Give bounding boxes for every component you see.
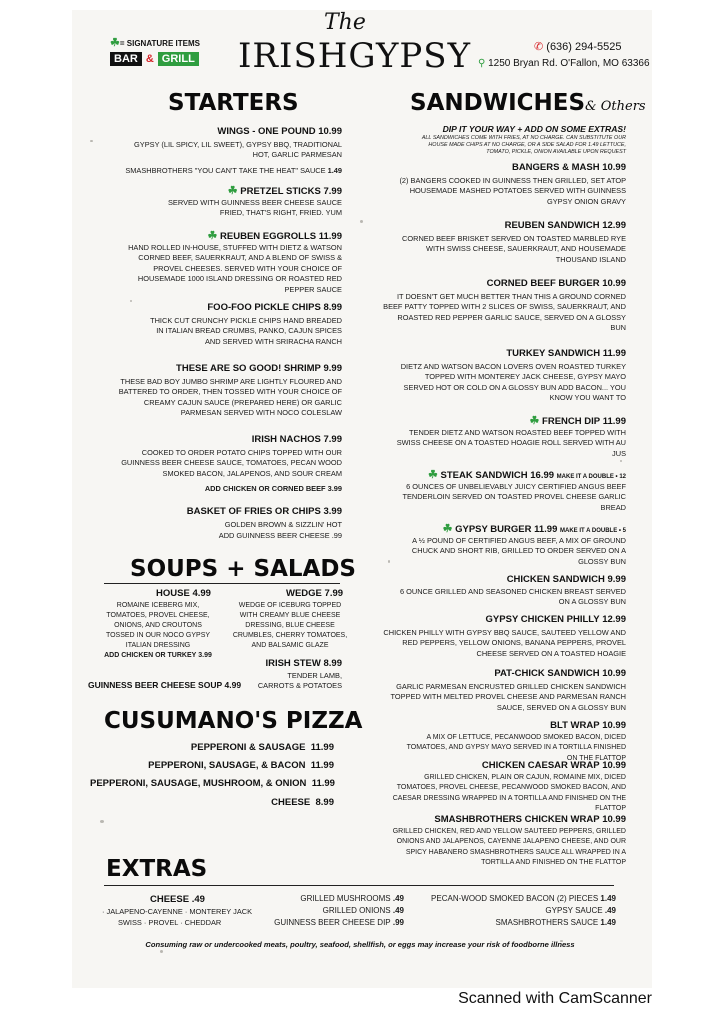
paper-speck xyxy=(130,300,132,302)
item-price: 1.49 xyxy=(600,894,616,903)
item-description: TENDER LAMB, CARROTS & POTATOES xyxy=(257,671,342,691)
item-price: .49 xyxy=(392,894,404,903)
address xyxy=(478,58,650,69)
item-name: TURKEY SANDWICH xyxy=(506,348,601,359)
soups-salads-title: SOUPS + SALADS xyxy=(130,556,356,582)
item-price: 10.99 xyxy=(602,668,626,679)
addon-text: SMASHBROTHERS "YOU CAN'T TAKE THE HEAT" SAUCE xyxy=(125,166,326,175)
item-price: 1.49 xyxy=(600,918,616,927)
item-description: A ½ POUND OF CERTIFIED ANGUS BEEF, A MIX OF GROUND CHUCK AND SHORT RIB, GRILLED TO ORDER SERVED ON A GLOSSY BUN xyxy=(411,536,626,566)
menu-item-smashbrothers-wrap xyxy=(400,814,626,825)
item-name: PEPPERONI, SAUSAGE, & BACON xyxy=(148,760,306,771)
sandwiches-title-script: & Others xyxy=(585,99,646,114)
menu-item-house-salad xyxy=(156,588,211,599)
clover-icon: ☘ xyxy=(110,37,120,49)
item-name: WEDGE xyxy=(286,588,322,599)
item-description: ROMAINE ICEBERG MIX, TOMATOES, PROVEL CHEESE, ONIONS, AND CROUTONS TOSSED IN OUR NOCO GYPSY ITALIAN DRESSING xyxy=(105,602,211,649)
item-name: PRETZEL STICKS xyxy=(240,186,321,197)
menu-item-pat-chick xyxy=(400,668,626,679)
grill-word: GRILL xyxy=(158,52,199,66)
sandwiches-title-text: SANDWICHES xyxy=(410,90,586,116)
paper-speck xyxy=(360,220,363,223)
menu-item-turkey-sandwich xyxy=(400,348,626,359)
clover-icon: ☘ xyxy=(529,415,540,427)
menu-item-reuben-sandwich xyxy=(400,220,626,231)
logo-the: The xyxy=(324,10,366,35)
item-name: CHEESE xyxy=(271,797,311,808)
item-price: .49 xyxy=(392,906,404,915)
address-text: 1250 Bryan Rd. O'Fallon, MO 63366 xyxy=(488,58,650,69)
item-description: DIETZ AND WATSON BACON LOVERS OVEN ROASTED TURKEY TOPPED WITH MONTEREY JACK CHEESE, GYPSY MAYO SERVED HOT OR COLD ON A GLOSSY BUN ADD BACON... YOU KNOW YOU WANT TO xyxy=(400,362,626,403)
item-description: CHICKEN PHILLY WITH GYPSY BBQ SAUCE, SAUTEED YELLOW AND RED PEPPERS, YELLOW ONIONS, BANANA PEPPERS, PROVEL CHEESE SERVED ON A TOASTED HOAGIE xyxy=(383,628,626,658)
bar-word: BAR xyxy=(110,52,142,66)
menu-item-irish-nachos xyxy=(150,434,342,445)
extras-title: EXTRAS xyxy=(106,856,208,882)
item-double: MAKE IT A DOUBLE • 5 xyxy=(560,528,626,534)
item-name: GUINNESS BEER CHEESE SOUP xyxy=(88,680,223,690)
addon-text: ADD GUINNESS BEER CHEESE xyxy=(218,531,330,540)
item-addon xyxy=(150,484,342,494)
item-addon xyxy=(150,531,342,541)
item-name: REUBEN SANDWICH xyxy=(504,220,600,231)
cheese-options: SWISS · PROVEL · CHEDDAR xyxy=(118,918,222,927)
item-name: GUINNESS BEER CHEESE DIP xyxy=(274,918,391,927)
item-description: THESE BAD BOY JUMBO SHRIMP ARE LIGHTLY FLOURED AND BATTERED TO ORDER, THEN TOSSED WITH YOUR CHOICE OF CREAMY CAJUN SAUCE (PREPARED HERE) OR GARLIC PARMESAN SERVED WITH NOCO COLESLAW xyxy=(118,377,342,418)
item-price: 11.99 xyxy=(318,231,342,242)
item-price: 7.99 xyxy=(324,588,344,599)
menu-item-shrimp xyxy=(150,363,342,374)
item-name: GYPSY SAUCE xyxy=(545,906,603,915)
item-name: FOO-FOO PICKLE CHIPS xyxy=(207,302,321,313)
item-price: 10.99 xyxy=(318,126,342,137)
pizza-item xyxy=(90,778,334,789)
extras-cheese xyxy=(150,894,205,905)
sandwiches-title xyxy=(410,90,646,116)
paper-speck xyxy=(90,140,93,142)
item-name: FRENCH DIP xyxy=(542,416,601,427)
clover-icon: ☘ xyxy=(428,469,438,481)
menu-item-beer-cheese-soup xyxy=(88,680,241,690)
addon-price: .99 xyxy=(331,531,342,540)
item-addon xyxy=(110,166,342,176)
menu-item-french-dip xyxy=(400,414,626,427)
menu-item-chicken-sandwich xyxy=(400,574,626,585)
cheese-options: · JALAPENO-CAYENNE · MONTEREY JACK xyxy=(102,907,253,916)
scanner-watermark: Scanned with CamScanner xyxy=(458,990,652,1007)
item-price: 10.99 xyxy=(602,720,626,731)
item-name: STEAK SANDWICH xyxy=(440,470,528,481)
item-name: THESE ARE SO GOOD! SHRIMP xyxy=(176,363,321,374)
section-divider xyxy=(104,583,340,584)
item-name: CHICKEN SANDWICH xyxy=(506,574,605,585)
item-name: IRISH STEW xyxy=(265,658,321,669)
item-price: 11.99 xyxy=(311,778,335,789)
item-name: BLT WRAP xyxy=(550,720,600,731)
menu-item-caesar-wrap xyxy=(400,760,626,771)
item-name: CHICKEN CAESAR WRAP xyxy=(481,760,600,771)
item-name: PECAN-WOOD SMOKED BACON (2) PIECES xyxy=(431,894,599,903)
addon-price: 1.49 xyxy=(327,166,342,175)
menu-item-steak-sandwich xyxy=(390,468,626,481)
item-description: SERVED WITH GUINNESS BEER CHEESE SAUCE FRIED, THAT'S RIGHT, FRIED. YUM xyxy=(168,198,342,218)
menu-item-blt-wrap xyxy=(400,720,626,731)
item-price: .49 xyxy=(604,906,616,915)
item-price: 9.99 xyxy=(607,574,626,585)
item-name: GYPSY BURGER xyxy=(455,524,532,535)
item-price: 7.99 xyxy=(323,186,342,197)
section-divider xyxy=(104,885,614,886)
item-name: PEPPERONI & SAUSAGE xyxy=(190,742,306,753)
item-name: GYPSY CHICKEN PHILLY xyxy=(485,614,600,625)
item-price: 11.99 xyxy=(310,742,334,753)
item-name: BASKET OF FRIES OR CHIPS xyxy=(186,506,321,517)
item-description: GRILLED CHICKEN, RED AND YELLOW SAUTEED PEPPERS, GRILLED ONIONS AND JALAPENOS, CAYENNE JALAPENO CHEESE, AND OUR SPICY HABANERO SMASHBROTHERS SAUCE ALL WRAPPED IN A TORTILLA AND FINISHED ON THE FLATTOP xyxy=(392,828,626,867)
item-name: REUBEN EGGROLLS xyxy=(220,231,317,242)
item-price: .99 xyxy=(392,918,404,927)
item-price: 16.99 xyxy=(530,470,555,481)
item-description: (2) BANGERS COOKED IN GUINNESS THEN GRILLED, SET ATOP HOUSEMADE MASHED POTATOES SERVED WITH GUINNESS GYPSY ONION GRAVY xyxy=(399,176,626,206)
menu-item-gypsy-burger xyxy=(390,522,626,535)
item-name: PEPPERONI, SAUSAGE, MUSHROOM, & ONION xyxy=(90,778,307,789)
paper-speck xyxy=(160,950,163,953)
item-name: SMASHBROTHERS SAUCE xyxy=(495,918,599,927)
amp-symbol: & xyxy=(145,53,154,65)
pizza-item xyxy=(100,742,334,753)
item-price: 4.99 xyxy=(192,588,211,599)
item-name: WINGS - ONE POUND xyxy=(217,126,316,137)
item-description: GRILLED CHICKEN, PLAIN OR CAJUN, ROMAINE MIX, DICED TOMATOES, PROVEL CHEESE, PECANWOOD SMOKED BACON, AND CAESAR DRESSING WRAPPED IN A TORTILLA AND FINISHED ON THE FLATTOP xyxy=(392,774,626,813)
pizza-item xyxy=(100,760,334,771)
addon-text: ADD CHICKEN OR CORNED BEEF xyxy=(204,484,326,493)
menu-item-chicken-philly xyxy=(400,614,626,625)
location-pin-icon: ⚲ xyxy=(478,58,486,69)
menu-item-reuben-eggrolls xyxy=(150,229,342,242)
item-name: CORNED BEEF BURGER xyxy=(486,278,600,289)
item-price: 8.99 xyxy=(315,797,334,808)
clover-icon: ☘ xyxy=(442,523,453,535)
item-description: IT DOESN'T GET MUCH BETTER THAN THIS A GROUND CORNED BEEF PATTY TOPPED WITH 2 SLICES OF SWISS, SAUERKRAUT, AND ROASTED RED PEPPER GARLIC SAUCE, SERVED ON A GLOSSY BUN xyxy=(383,292,626,333)
clover-icon: ☘ xyxy=(227,185,238,197)
item-description: A MIX OF LETTUCE, PECANWOOD SMOKED BACON, DICED TOMATOES, AND GYPSY MAYO SERVED IN A TORTILLA FINISHED ON THE FLATTOP xyxy=(406,734,626,762)
disclaimer: Consuming raw or undercooked meats, poultry, seafood, shellfish, or eggs may increase your risk of foodborne illness xyxy=(145,940,575,949)
item-name: PAT-CHICK SANDWICH xyxy=(494,668,600,679)
item-price: 7.99 xyxy=(323,434,342,445)
menu-item-pretzel-sticks xyxy=(150,184,342,197)
item-description: HAND ROLLED IN-HOUSE, STUFFED WITH DIETZ & WATSON CORNED BEEF, SAUERKRAUT, AND A BLEND OF SWISS & PROVEL CHEESES. SERVED WITH YOUR CHOICE OF HOUSEMADE 1000 ISLAND DRESSING OR ROASTED RED PEPPER SAUCE xyxy=(128,243,342,294)
item-price: 8.99 xyxy=(323,658,342,669)
menu-item-wings xyxy=(150,126,342,137)
item-description: WEDGE OF ICEBURG TOPPED WITH CREAMY BLUE CHEESE DRESSING, BLUE CHEESE CRUMBLES, CHERRY TOMATOES, AND BALSAMIC GLAZE xyxy=(232,602,348,649)
menu-item-corned-beef-burger xyxy=(400,278,626,289)
item-name: SMASHBROTHERS CHICKEN WRAP xyxy=(434,814,600,825)
item-name: GRILLED MUSHROOMS xyxy=(300,894,391,903)
item-double: MAKE IT A DOUBLE • 12 xyxy=(556,474,626,480)
item-addon xyxy=(100,651,216,661)
logo-irish-gypsy: IRISHGYPSY xyxy=(238,36,472,76)
paper-speck xyxy=(620,460,622,462)
addon-price: 3.99 xyxy=(327,484,342,493)
menu-item-irish-stew xyxy=(250,658,342,669)
item-price: 12.99 xyxy=(602,220,626,231)
item-description: GYPSY (LIL SPICY, LIL SWEET), GYPSY BBQ, TRADITIONAL HOT, GARLIC PARMESAN xyxy=(134,140,342,160)
item-description: GARLIC PARMESAN ENCRUSTED GRILLED CHICKEN SANDWICH TOPPED WITH MELTED PROVEL CHEESE AND PARMESAN RANCH SAUCE, SERVED ON A GLOSSY BUN xyxy=(390,682,626,712)
extras-item xyxy=(420,906,616,916)
item-price: 3.99 xyxy=(323,506,342,517)
bar-grill-badge xyxy=(110,52,199,66)
sandwiches-intro: DIP IT YOUR WAY + ADD ON SOME EXTRAS! xyxy=(442,124,626,134)
menu-item-wedge-salad xyxy=(286,588,343,599)
paper-speck xyxy=(388,560,390,563)
menu-item-fries xyxy=(150,506,342,517)
signature-legend xyxy=(110,36,200,49)
sandwiches-intro-description: ALL SANDWICHES COME WITH FRIES, AT NO CHARGE. CAN SUBSTITUTE OUR HOUSE MADE CHIPS AT NO CHARGE, OR A SIDE SALAD FOR 1.49 LETTUCE, TOMATO, PICKLE, ONION AVAILABLE UPON REQUEST xyxy=(421,135,626,155)
item-price: 12.99 xyxy=(602,614,626,625)
pizza-item xyxy=(100,797,334,808)
extras-item xyxy=(270,894,404,904)
item-price: 8.99 xyxy=(323,302,342,313)
item-name: GRILLED ONIONS xyxy=(322,906,391,915)
item-description: GOLDEN BROWN & SIZZLIN' HOT xyxy=(224,520,342,529)
item-price: 4.99 xyxy=(224,680,242,690)
item-price: 10.99 xyxy=(602,814,626,825)
addon-text: ADD CHICKEN OR TURKEY xyxy=(104,652,197,659)
item-price: 9.99 xyxy=(323,363,342,374)
menu-item-bangers-mash xyxy=(400,162,626,173)
pizza-title: CUSUMANO'S PIZZA xyxy=(104,708,363,734)
extras-item xyxy=(270,906,404,916)
item-description: TENDER DIETZ AND WATSON ROASTED BEEF TOPPED WITH SWISS CHEESE ON A TOASTED HOAGIE ROLL SERVED WITH AU JUS xyxy=(396,428,626,458)
item-price: 10.99 xyxy=(602,760,626,771)
paper-speck xyxy=(100,820,104,823)
menu-item-pickle-chips xyxy=(150,302,342,313)
signature-legend-text: = SIGNATURE ITEMS xyxy=(119,39,200,48)
starters-title: STARTERS xyxy=(168,90,299,116)
item-description: COOKED TO ORDER POTATO CHIPS TOPPED WITH OUR GUINNESS BEER CHEESE SAUCE, TOMATOES, PECAN WOOD SMOKED BACON, JALAPENOS, AND SOUR CREAM xyxy=(121,448,342,478)
item-price: 10.99 xyxy=(602,278,626,289)
extras-item xyxy=(250,918,404,928)
item-description: 6 OUNCE GRILLED AND SEASONED CHICKEN BREAST SERVED ON A GLOSSY BUN xyxy=(399,587,626,607)
item-description: CORNED BEEF BRISKET SERVED ON TOASTED MARBLED RYE WITH SWISS CHEESE, SAUERKRAUT, AND HOUSEMADE THOUSAND ISLAND xyxy=(402,234,626,264)
extras-item xyxy=(420,894,616,904)
phone xyxy=(534,40,622,53)
phone-number: (636) 294-5525 xyxy=(546,41,622,53)
item-name: HOUSE xyxy=(156,588,190,599)
item-price: 11.99 xyxy=(602,348,626,359)
item-price: 11.99 xyxy=(602,416,626,427)
clover-icon: ☘ xyxy=(207,230,218,242)
item-price: 11.99 xyxy=(534,524,558,535)
item-description: THICK CUT CRUNCHY PICKLE CHIPS HAND BREADED IN ITALIAN BREAD CRUMBS, PANKO, CAJUN SPICES AND SERVED WITH SRIRACHA RANCH xyxy=(150,316,342,346)
addon-price: 3.99 xyxy=(198,652,212,659)
item-price: 10.99 xyxy=(602,162,626,173)
item-name: IRISH NACHOS xyxy=(251,434,321,445)
item-description: 6 OUNCES OF UNBELIEVABLY JUICY CERTIFIED ANGUS BEEF TENDERLOIN SERVED ON TOASTED PROVEL CHEESE GARLIC BREAD xyxy=(402,482,626,512)
extras-item xyxy=(420,918,616,928)
item-price: .49 xyxy=(191,894,205,905)
item-price: 11.99 xyxy=(310,760,334,771)
item-name: BANGERS & MASH xyxy=(511,162,600,173)
phone-icon: ✆ xyxy=(534,41,544,53)
item-name: CHEESE xyxy=(150,894,190,905)
